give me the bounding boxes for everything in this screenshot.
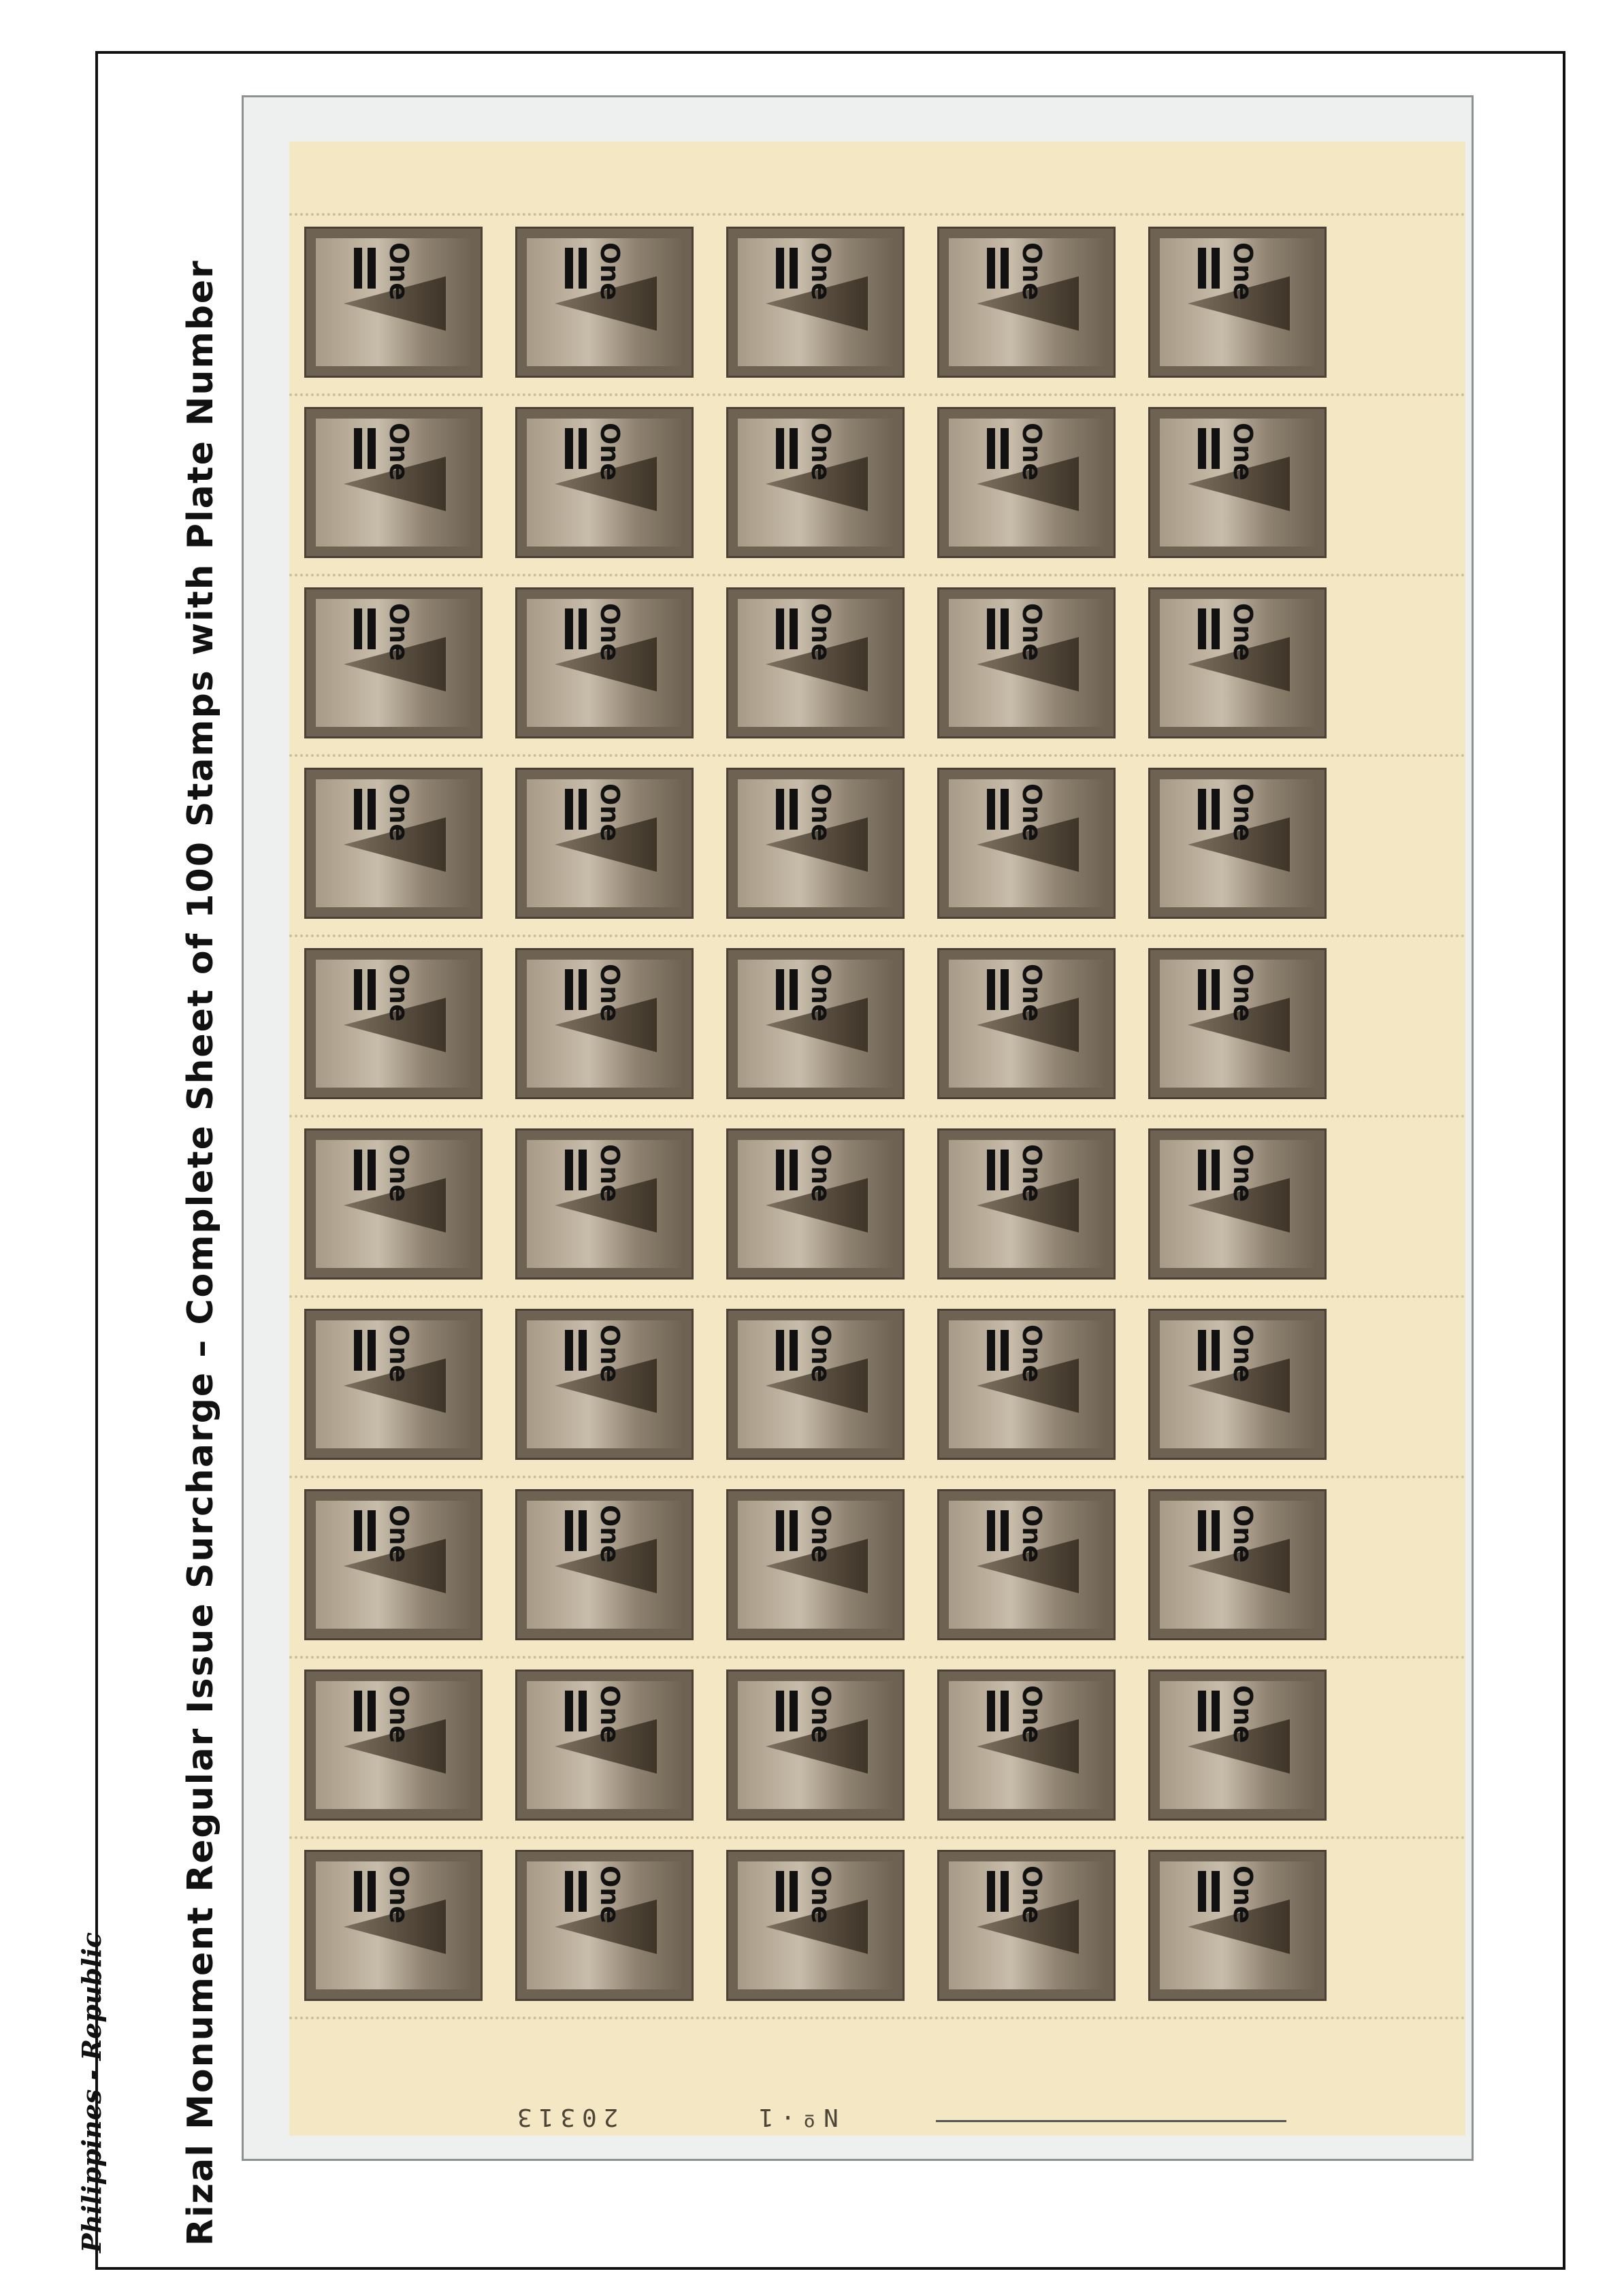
surcharge-text: One xyxy=(1228,964,1258,1022)
obliteration-bar xyxy=(1198,969,1206,1010)
plate-underline xyxy=(936,2120,1286,2122)
obliteration-bar xyxy=(565,1871,573,1912)
surcharge-text: One xyxy=(1017,1324,1047,1383)
obliteration-bar xyxy=(579,1871,587,1912)
obliteration-bar xyxy=(579,428,587,469)
obliteration-bar xyxy=(565,1150,573,1190)
obliteration-bar xyxy=(565,248,573,289)
obliteration-bar xyxy=(579,969,587,1010)
obliteration-bar xyxy=(1001,1150,1009,1190)
stamp-image xyxy=(726,407,905,558)
stamp-image xyxy=(1148,1128,1327,1280)
obliteration-bar xyxy=(1001,969,1009,1010)
stamp-image xyxy=(726,227,905,378)
surcharge-text: One xyxy=(595,423,625,481)
perforation-row xyxy=(289,574,1465,576)
obliteration-bar xyxy=(1198,608,1206,649)
stamp-image xyxy=(726,948,905,1099)
stamp-sheet xyxy=(289,142,1465,2136)
obliteration-bar xyxy=(1212,1691,1220,1731)
surcharge-text: One xyxy=(1017,1505,1047,1563)
stamp-image xyxy=(1148,407,1327,558)
stamp-image xyxy=(515,1850,694,2001)
perforation-row xyxy=(289,1476,1465,1478)
obliteration-bar xyxy=(1212,789,1220,830)
surcharge-text: One xyxy=(1228,1505,1258,1563)
stamp-image xyxy=(726,1670,905,1821)
stamp-image xyxy=(726,1309,905,1460)
stamp-image xyxy=(1148,768,1327,919)
obliteration-bar xyxy=(1212,608,1220,649)
stamp-image xyxy=(937,768,1116,919)
stamp-image xyxy=(937,1670,1116,1821)
obliteration-bar xyxy=(368,1330,376,1371)
obliteration-bar xyxy=(354,789,362,830)
obliteration-bar xyxy=(1198,1691,1206,1731)
stamp-image xyxy=(937,1850,1116,2001)
perforation-row xyxy=(289,1656,1465,1659)
surcharge-text: One xyxy=(1017,242,1047,301)
surcharge-text: One xyxy=(806,1144,836,1203)
stamp-image xyxy=(515,407,694,558)
obliteration-bar xyxy=(1198,789,1206,830)
stamp-image xyxy=(515,768,694,919)
obliteration-bar xyxy=(1001,1510,1009,1551)
surcharge-text: One xyxy=(384,964,414,1022)
stamp-grid xyxy=(289,142,1465,2136)
obliteration-bar xyxy=(790,608,798,649)
stamp-image xyxy=(304,1128,483,1280)
surcharge-text: One xyxy=(1228,1144,1258,1203)
stamp-image xyxy=(304,1850,483,2001)
obliteration-bar xyxy=(1212,1871,1220,1912)
surcharge-text: One xyxy=(595,603,625,662)
obliteration-bar xyxy=(354,1510,362,1551)
obliteration-bar xyxy=(776,969,784,1010)
obliteration-bar xyxy=(1212,1510,1220,1551)
surcharge-text: One xyxy=(1017,423,1047,481)
surcharge-text: One xyxy=(806,242,836,301)
surcharge-text: One xyxy=(1228,1866,1258,1924)
obliteration-bar xyxy=(565,1330,573,1371)
stamp-image xyxy=(726,768,905,919)
obliteration-bar xyxy=(1212,248,1220,289)
obliteration-bar xyxy=(354,1330,362,1371)
stamp-image xyxy=(726,587,905,738)
obliteration-bar xyxy=(368,1871,376,1912)
surcharge-text: One xyxy=(806,964,836,1022)
surcharge-text: One xyxy=(384,1866,414,1924)
obliteration-bar xyxy=(354,1871,362,1912)
obliteration-bar xyxy=(1198,1330,1206,1371)
surcharge-text: One xyxy=(1228,783,1258,842)
obliteration-bar xyxy=(776,789,784,830)
obliteration-bar xyxy=(790,1691,798,1731)
surcharge-text: One xyxy=(1228,1324,1258,1383)
obliteration-bar xyxy=(368,1691,376,1731)
page-title: Rizal Monument Regular Issue Surcharge – Complete Sheet of 100 Stamps with Plate Number xyxy=(180,259,221,2246)
stamp-image xyxy=(304,407,483,558)
obliteration-bar xyxy=(790,1510,798,1551)
surcharge-text: One xyxy=(595,1866,625,1924)
perforation-row xyxy=(289,754,1465,757)
stamp-image xyxy=(515,587,694,738)
surcharge-text: One xyxy=(1228,1685,1258,1744)
obliteration-bar xyxy=(354,428,362,469)
obliteration-bar xyxy=(1001,608,1009,649)
stamp-image xyxy=(937,587,1116,738)
obliteration-bar xyxy=(1001,1330,1009,1371)
obliteration-bar xyxy=(790,789,798,830)
surcharge-text: One xyxy=(384,1144,414,1203)
surcharge-text: One xyxy=(806,1866,836,1924)
obliteration-bar xyxy=(790,969,798,1010)
obliteration-bar xyxy=(368,1150,376,1190)
stamp-image xyxy=(937,227,1116,378)
obliteration-bar xyxy=(987,248,995,289)
stamp-image xyxy=(937,1128,1116,1280)
obliteration-bar xyxy=(579,1510,587,1551)
obliteration-bar xyxy=(987,1871,995,1912)
stamp-image xyxy=(304,227,483,378)
surcharge-text: One xyxy=(1228,603,1258,662)
obliteration-bar xyxy=(354,1150,362,1190)
surcharge-text: One xyxy=(595,1324,625,1383)
perforation-row xyxy=(289,393,1465,396)
obliteration-bar xyxy=(987,1150,995,1190)
obliteration-bar xyxy=(1001,789,1009,830)
stamp-image xyxy=(1148,948,1327,1099)
obliteration-bar xyxy=(1001,248,1009,289)
stamp-image xyxy=(304,1309,483,1460)
surcharge-text: One xyxy=(384,603,414,662)
perforation-row xyxy=(289,2017,1465,2019)
sheet-serial-number: 20313 xyxy=(510,2103,619,2131)
perforation-row xyxy=(289,1836,1465,1839)
surcharge-text: One xyxy=(1017,603,1047,662)
surcharge-text: One xyxy=(1017,964,1047,1022)
stamp-image xyxy=(304,948,483,1099)
obliteration-bar xyxy=(790,248,798,289)
obliteration-bar xyxy=(565,1691,573,1731)
stamp-image xyxy=(304,587,483,738)
surcharge-text: One xyxy=(384,1685,414,1744)
perforation-row xyxy=(289,213,1465,216)
obliteration-bar xyxy=(1212,1330,1220,1371)
surcharge-text: One xyxy=(384,783,414,842)
obliteration-bar xyxy=(987,608,995,649)
obliteration-bar xyxy=(354,608,362,649)
surcharge-text: One xyxy=(1017,1144,1047,1203)
surcharge-text: One xyxy=(384,1324,414,1383)
obliteration-bar xyxy=(368,789,376,830)
plate-number: Nº·1 xyxy=(752,2103,839,2131)
stamp-image xyxy=(937,1309,1116,1460)
obliteration-bar xyxy=(776,428,784,469)
obliteration-bar xyxy=(579,1330,587,1371)
obliteration-bar xyxy=(354,248,362,289)
obliteration-bar xyxy=(776,1330,784,1371)
surcharge-text: One xyxy=(384,423,414,481)
obliteration-bar xyxy=(565,1510,573,1551)
perforation-row xyxy=(289,1295,1465,1298)
obliteration-bar xyxy=(368,969,376,1010)
obliteration-bar xyxy=(776,1510,784,1551)
stamp-image xyxy=(515,1128,694,1280)
surcharge-text: One xyxy=(595,1685,625,1744)
obliteration-bar xyxy=(565,969,573,1010)
stamp-image xyxy=(937,407,1116,558)
obliteration-bar xyxy=(776,1150,784,1190)
stamp-image xyxy=(515,1489,694,1640)
surcharge-text: One xyxy=(806,783,836,842)
stamp-image xyxy=(726,1489,905,1640)
stamp-image xyxy=(304,1489,483,1640)
surcharge-text: One xyxy=(595,1144,625,1203)
obliteration-bar xyxy=(987,789,995,830)
obliteration-bar xyxy=(776,608,784,649)
obliteration-bar xyxy=(579,1691,587,1731)
surcharge-text: One xyxy=(595,964,625,1022)
obliteration-bar xyxy=(1001,428,1009,469)
stamp-image xyxy=(515,1670,694,1821)
stamp-image xyxy=(1148,1309,1327,1460)
obliteration-bar xyxy=(368,428,376,469)
obliteration-bar xyxy=(579,608,587,649)
obliteration-bar xyxy=(579,789,587,830)
obliteration-bar xyxy=(1212,969,1220,1010)
obliteration-bar xyxy=(368,1510,376,1551)
perforation-row xyxy=(289,1115,1465,1118)
stamp-image xyxy=(304,1670,483,1821)
surcharge-text: One xyxy=(1017,1866,1047,1924)
surcharge-text: One xyxy=(384,242,414,301)
obliteration-bar xyxy=(368,608,376,649)
stamp-image xyxy=(726,1128,905,1280)
obliteration-bar xyxy=(1001,1691,1009,1731)
surcharge-text: One xyxy=(595,242,625,301)
stamp-image xyxy=(1148,1670,1327,1821)
obliteration-bar xyxy=(1212,1150,1220,1190)
obliteration-bar xyxy=(1001,1871,1009,1912)
obliteration-bar xyxy=(776,1691,784,1731)
obliteration-bar xyxy=(987,428,995,469)
stamp-image xyxy=(515,227,694,378)
perforation-row xyxy=(289,934,1465,937)
surcharge-text: One xyxy=(595,1505,625,1563)
stamp-image xyxy=(1148,587,1327,738)
surcharge-text: One xyxy=(1017,783,1047,842)
stamp-image xyxy=(1148,1850,1327,2001)
obliteration-bar xyxy=(1198,248,1206,289)
obliteration-bar xyxy=(565,789,573,830)
obliteration-bar xyxy=(790,1330,798,1371)
surcharge-text: One xyxy=(806,603,836,662)
obliteration-bar xyxy=(776,248,784,289)
surcharge-text: One xyxy=(806,423,836,481)
stamp-image xyxy=(304,768,483,919)
stamp-image xyxy=(937,948,1116,1099)
obliteration-bar xyxy=(790,1871,798,1912)
obliteration-bar xyxy=(354,969,362,1010)
obliteration-bar xyxy=(1198,1510,1206,1551)
region-label: Philippines - Republic xyxy=(76,1932,107,2253)
obliteration-bar xyxy=(987,1691,995,1731)
surcharge-text: One xyxy=(806,1324,836,1383)
surcharge-text: One xyxy=(1228,242,1258,301)
obliteration-bar xyxy=(368,248,376,289)
stamp-image xyxy=(937,1489,1116,1640)
obliteration-bar xyxy=(579,1150,587,1190)
obliteration-bar xyxy=(790,1150,798,1190)
obliteration-bar xyxy=(565,428,573,469)
surcharge-text: One xyxy=(1017,1685,1047,1744)
obliteration-bar xyxy=(790,428,798,469)
surcharge-text: One xyxy=(1228,423,1258,481)
stamp-image xyxy=(726,1850,905,2001)
obliteration-bar xyxy=(987,969,995,1010)
obliteration-bar xyxy=(987,1510,995,1551)
obliteration-bar xyxy=(987,1330,995,1371)
stamp-image xyxy=(515,1309,694,1460)
surcharge-text: One xyxy=(384,1505,414,1563)
surcharge-text: One xyxy=(595,783,625,842)
obliteration-bar xyxy=(354,1691,362,1731)
obliteration-bar xyxy=(1198,1150,1206,1190)
stamp-image xyxy=(1148,1489,1327,1640)
surcharge-text: One xyxy=(806,1505,836,1563)
stamp-image xyxy=(1148,227,1327,378)
obliteration-bar xyxy=(1198,1871,1206,1912)
obliteration-bar xyxy=(1198,428,1206,469)
surcharge-text: One xyxy=(806,1685,836,1744)
obliteration-bar xyxy=(1212,428,1220,469)
obliteration-bar xyxy=(776,1871,784,1912)
obliteration-bar xyxy=(579,248,587,289)
stamp-image xyxy=(515,948,694,1099)
obliteration-bar xyxy=(565,608,573,649)
